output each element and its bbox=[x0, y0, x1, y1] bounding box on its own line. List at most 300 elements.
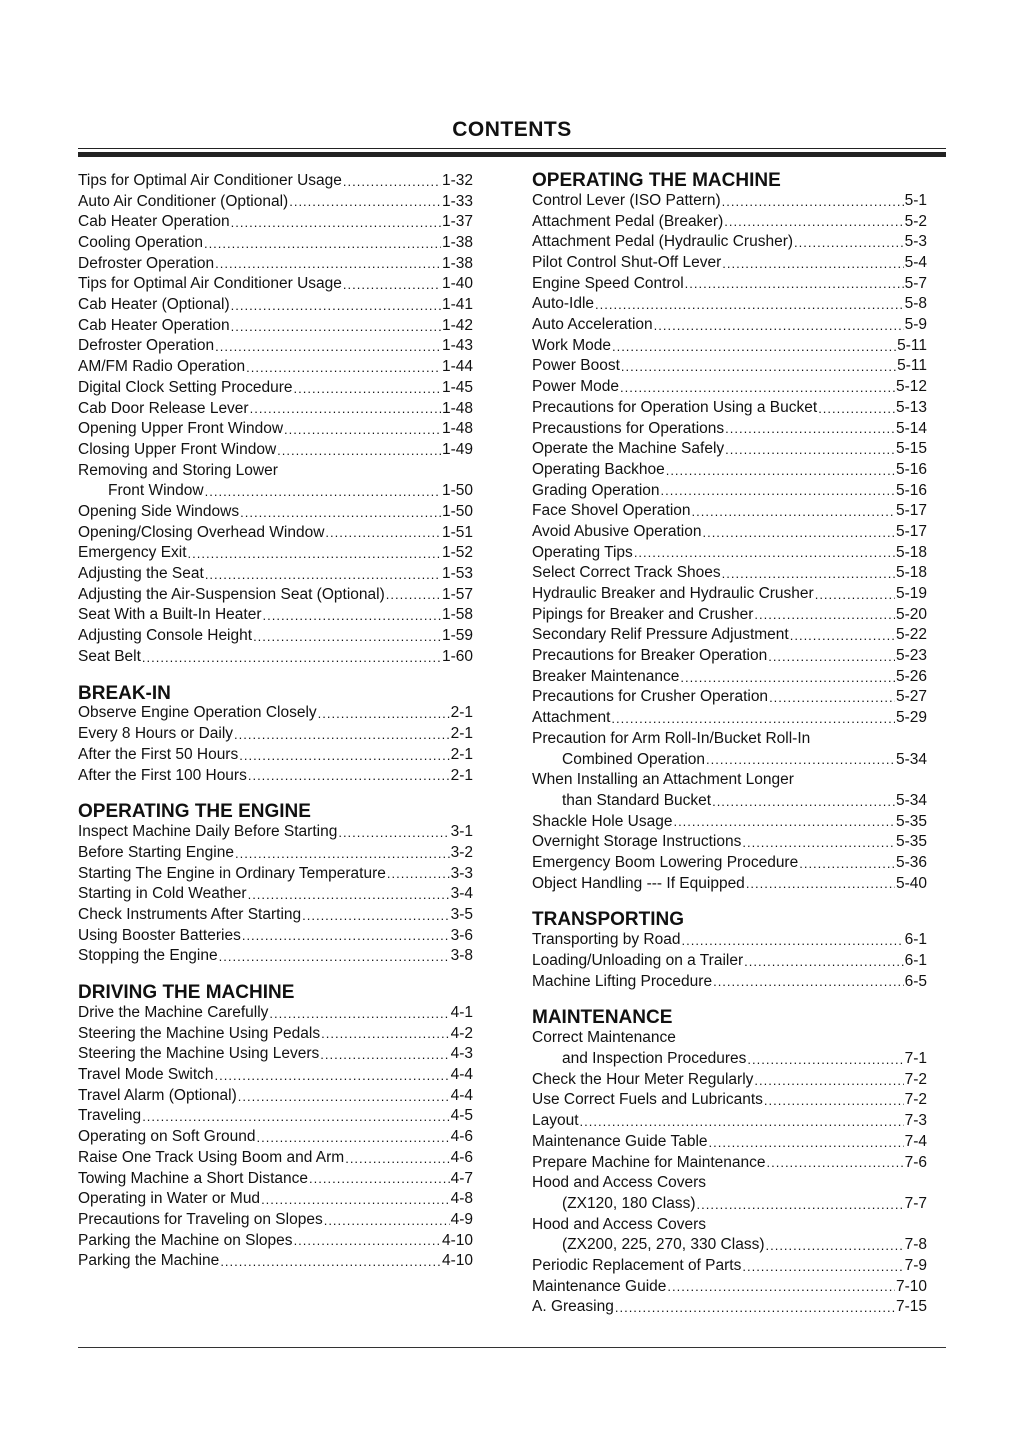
toc-entry-title: Attachment Pedal (Hydraulic Crusher) bbox=[532, 233, 794, 251]
toc-entry-title: Precautions for Crusher Operation bbox=[532, 688, 769, 706]
dot-leader bbox=[320, 1045, 449, 1065]
toc-entry-title: Emergency Boom Lowering Procedure bbox=[532, 853, 799, 871]
toc-entry[interactable] bbox=[532, 336, 927, 357]
dot-leader bbox=[747, 1050, 903, 1070]
toc-entry-title: Maintenance Guide bbox=[532, 1277, 667, 1295]
toc-entry[interactable] bbox=[532, 646, 927, 667]
dot-leader bbox=[615, 1298, 895, 1318]
toc-entry[interactable] bbox=[532, 1132, 927, 1153]
toc-page-number: 5-8 bbox=[904, 295, 927, 313]
toc-entry[interactable] bbox=[78, 626, 473, 647]
toc-page-number: 5-17 bbox=[895, 502, 927, 520]
toc-page-number: 3-5 bbox=[450, 905, 473, 923]
toc-entry-title: Work Mode bbox=[532, 336, 611, 354]
toc-entry[interactable] bbox=[532, 750, 927, 771]
toc-page-number: 4-9 bbox=[450, 1210, 473, 1228]
toc-entry[interactable] bbox=[78, 1148, 473, 1169]
dot-leader bbox=[667, 1277, 895, 1297]
dot-leader bbox=[239, 746, 449, 766]
dot-leader bbox=[742, 1257, 903, 1277]
toc-entry[interactable] bbox=[78, 1189, 473, 1210]
toc-page-number: 4-10 bbox=[441, 1231, 473, 1249]
toc-page-number: 5-4 bbox=[904, 254, 927, 272]
toc-entry[interactable] bbox=[78, 502, 473, 523]
toc-section-operating-the-engine bbox=[78, 802, 473, 967]
toc-entry-title: Pilot Control Shut-Off Lever bbox=[532, 254, 722, 272]
toc-entry-title: Emergency Exit bbox=[78, 544, 187, 562]
toc-entry-title: Operating Tips bbox=[532, 543, 633, 561]
toc-entry[interactable] bbox=[78, 543, 473, 564]
toc-entry-title: Precaution for Arm Roll-In/Bucket Roll-In bbox=[532, 729, 811, 747]
toc-entry-title: Defroster Operation bbox=[78, 337, 215, 355]
dot-leader bbox=[709, 1133, 904, 1153]
toc-page-number: 1-59 bbox=[441, 627, 473, 645]
toc-page-number: 5-16 bbox=[895, 481, 927, 499]
toc-entry[interactable] bbox=[532, 1256, 927, 1277]
footer-rule bbox=[78, 1347, 946, 1348]
toc-entry[interactable] bbox=[532, 481, 927, 502]
toc-entry[interactable] bbox=[532, 1297, 927, 1318]
dot-leader bbox=[248, 885, 450, 905]
toc-entry-title: Object Handling --- If Equipped bbox=[532, 874, 745, 892]
toc-page-number: 3-1 bbox=[450, 823, 473, 841]
toc-entry[interactable] bbox=[532, 1194, 927, 1215]
toc-entry-title: Closing Upper Front Window bbox=[78, 440, 277, 458]
toc-entry[interactable] bbox=[78, 440, 473, 461]
toc-entry[interactable] bbox=[532, 874, 927, 895]
dot-leader bbox=[706, 750, 895, 770]
toc-page-number: 5-29 bbox=[895, 709, 927, 727]
toc-entry-title: Cooling Operation bbox=[78, 234, 203, 252]
section-heading: OPERATING THE ENGINE bbox=[78, 801, 311, 823]
dot-leader bbox=[769, 688, 895, 708]
dot-leader bbox=[681, 931, 903, 951]
dot-leader bbox=[654, 316, 904, 336]
toc-entry[interactable] bbox=[532, 232, 927, 253]
toc-page-number: 1-37 bbox=[441, 213, 473, 231]
toc-entry[interactable] bbox=[532, 708, 927, 729]
toc-entry-title: Travel Mode Switch bbox=[78, 1066, 214, 1084]
toc-entry[interactable] bbox=[78, 254, 473, 275]
toc-entry[interactable] bbox=[78, 1231, 473, 1252]
toc-entry-title: A. Greasing bbox=[532, 1298, 614, 1316]
toc-entry-title: When Installing an Attachment Longer bbox=[532, 771, 794, 789]
toc-entry-title: Breaker Maintenance bbox=[532, 667, 680, 685]
toc-entry-title: Operating in Water or Mud bbox=[78, 1190, 261, 1208]
toc-entry[interactable] bbox=[78, 481, 473, 502]
dot-leader bbox=[742, 833, 895, 853]
toc-entry[interactable] bbox=[532, 543, 927, 564]
toc-page-number: 5-19 bbox=[895, 585, 927, 603]
toc-entry-title: Precaustions for Operations bbox=[532, 419, 725, 437]
toc-entry[interactable] bbox=[532, 439, 927, 460]
toc-entry[interactable] bbox=[78, 822, 473, 843]
toc-entry[interactable] bbox=[532, 212, 927, 233]
toc-entry[interactable] bbox=[78, 295, 473, 316]
dot-leader bbox=[205, 482, 441, 502]
dot-leader bbox=[205, 565, 441, 585]
toc-entry-title: Inspect Machine Daily Before Starting bbox=[78, 823, 338, 841]
toc-entry-title: Opening Side Windows bbox=[78, 502, 240, 520]
dot-leader bbox=[799, 854, 895, 874]
dot-leader bbox=[269, 1004, 449, 1024]
toc-entry[interactable] bbox=[532, 419, 927, 440]
toc-entry[interactable] bbox=[532, 832, 927, 853]
toc-entry-title: Combined Operation bbox=[562, 750, 706, 768]
toc-page-number: 7-3 bbox=[904, 1112, 927, 1130]
toc-entry[interactable] bbox=[532, 191, 927, 212]
dot-leader bbox=[142, 648, 441, 668]
toc-entry[interactable] bbox=[78, 1086, 473, 1107]
toc-entry[interactable] bbox=[532, 1235, 927, 1256]
dot-leader bbox=[744, 952, 903, 972]
toc-entry-title: than Standard Bucket bbox=[562, 791, 712, 809]
toc-page-number: 4-6 bbox=[450, 1128, 473, 1146]
toc-entry-title: Adjusting the Air-Suspension Seat (Optional) bbox=[78, 585, 385, 603]
toc-page-number: 5-20 bbox=[895, 605, 927, 623]
toc-entry-title: Raise One Track Using Boom and Arm bbox=[78, 1148, 345, 1166]
toc-entry[interactable] bbox=[78, 1044, 473, 1065]
dot-leader bbox=[818, 399, 895, 419]
toc-page-number: 4-2 bbox=[450, 1024, 473, 1042]
toc-entry[interactable] bbox=[78, 704, 473, 725]
dot-leader bbox=[666, 461, 895, 481]
toc-entry-title: Select Correct Track Shoes bbox=[532, 564, 721, 582]
toc-entry-title: and Inspection Procedures bbox=[562, 1050, 747, 1068]
toc-page-number: 1-53 bbox=[441, 565, 473, 583]
toc-entry-title: Adjusting Console Height bbox=[78, 627, 253, 645]
toc-entry[interactable] bbox=[532, 522, 927, 543]
toc-page-number: 5-15 bbox=[895, 440, 927, 458]
toc-entry[interactable] bbox=[78, 399, 473, 420]
toc-entry-title: Tips for Optimal Air Conditioner Usage bbox=[78, 171, 342, 189]
toc-entry[interactable] bbox=[532, 460, 927, 481]
toc-entry[interactable] bbox=[532, 853, 927, 874]
dot-leader bbox=[722, 192, 904, 212]
dot-leader bbox=[722, 564, 895, 584]
toc-page-number: 5-12 bbox=[895, 378, 927, 396]
toc-entry-title: Digital Clock Setting Procedure bbox=[78, 378, 293, 396]
dot-leader bbox=[580, 1112, 904, 1132]
toc-entry[interactable] bbox=[78, 1065, 473, 1086]
toc-entry-title: Check Instruments After Starting bbox=[78, 905, 302, 923]
toc-entry[interactable] bbox=[78, 843, 473, 864]
dot-leader bbox=[238, 1087, 450, 1107]
toc-entry[interactable] bbox=[532, 315, 927, 336]
toc-entry[interactable] bbox=[78, 647, 473, 668]
dot-leader bbox=[794, 233, 904, 253]
toc-entry-title: Cab Heater Operation bbox=[78, 213, 230, 231]
toc-entry-title: Traveling bbox=[78, 1107, 142, 1125]
toc-section-maintenance bbox=[532, 1008, 927, 1318]
toc-entry-title: Check the Hour Meter Regularly bbox=[532, 1070, 754, 1088]
toc-entry-title: Shackle Hole Usage bbox=[532, 812, 673, 830]
dot-leader bbox=[215, 254, 441, 274]
toc-page-number: 5-7 bbox=[904, 274, 927, 292]
toc-entry[interactable] bbox=[532, 1277, 927, 1298]
toc-entry[interactable] bbox=[532, 1153, 927, 1174]
toc-page-number: 1-38 bbox=[441, 254, 473, 272]
dot-leader bbox=[263, 606, 441, 626]
toc-entry[interactable] bbox=[532, 501, 927, 522]
dot-leader bbox=[309, 1169, 450, 1189]
dot-leader bbox=[697, 1195, 904, 1215]
dot-leader bbox=[767, 1153, 904, 1173]
dot-leader bbox=[338, 823, 449, 843]
contents-left-column bbox=[78, 171, 473, 1288]
dot-leader bbox=[142, 1107, 449, 1127]
toc-entry[interactable] bbox=[532, 1091, 927, 1112]
dot-leader bbox=[343, 275, 441, 295]
toc-page-number: 1-57 bbox=[441, 585, 473, 603]
toc-entry-title: Attachment Pedal (Breaker) bbox=[532, 212, 724, 230]
toc-page-number: 7-7 bbox=[904, 1194, 927, 1212]
dot-leader bbox=[324, 1211, 450, 1231]
dot-leader bbox=[302, 906, 449, 926]
toc-page-number: 6-1 bbox=[904, 952, 927, 970]
toc-page-number: 4-4 bbox=[450, 1066, 473, 1084]
toc-entry[interactable] bbox=[532, 951, 927, 972]
toc-entry-title: Steering the Machine Using Levers bbox=[78, 1045, 320, 1063]
toc-entry-title: Correct Maintenance bbox=[532, 1029, 676, 1047]
toc-page-number: 1-43 bbox=[441, 337, 473, 355]
toc-entry-title: Before Starting Engine bbox=[78, 843, 234, 861]
dot-leader bbox=[595, 295, 904, 315]
dot-leader bbox=[253, 627, 441, 647]
toc-entry[interactable] bbox=[78, 233, 473, 254]
dot-leader bbox=[620, 378, 895, 398]
toc-entry-title: Tips for Optimal Air Conditioner Usage bbox=[78, 275, 342, 293]
toc-entry[interactable] bbox=[78, 1169, 473, 1190]
toc-page-number: 5-11 bbox=[897, 336, 927, 354]
toc-entry[interactable] bbox=[532, 377, 927, 398]
toc-entry[interactable] bbox=[532, 584, 927, 605]
toc-entry[interactable] bbox=[78, 1251, 473, 1272]
toc-entry-title: Removing and Storing Lower bbox=[78, 461, 278, 479]
dot-leader bbox=[257, 1128, 450, 1148]
toc-entry-title: Layout bbox=[532, 1112, 579, 1130]
toc-entry[interactable] bbox=[78, 419, 473, 440]
toc-entry-title: (ZX200, 225, 270, 330 Class) bbox=[562, 1236, 765, 1254]
toc-page-number: 4-6 bbox=[450, 1148, 473, 1166]
dot-leader bbox=[815, 585, 895, 605]
toc-entry[interactable] bbox=[78, 766, 473, 787]
toc-entry[interactable] bbox=[78, 724, 473, 745]
contents-right-column bbox=[532, 171, 927, 1334]
toc-entry[interactable] bbox=[532, 688, 927, 709]
toc-entry-title: Towing Machine a Short Distance bbox=[78, 1169, 309, 1187]
toc-entry-title: Use Correct Fuels and Lubricants bbox=[532, 1091, 763, 1109]
toc-page-number: 5-35 bbox=[895, 812, 927, 830]
toc-entry-title: Maintenance Guide Table bbox=[532, 1132, 708, 1150]
toc-entry[interactable] bbox=[78, 1107, 473, 1128]
toc-entry-title: Face Shovel Operation bbox=[532, 502, 691, 520]
toc-entry[interactable] bbox=[78, 171, 473, 192]
toc-entry-title: Starting The Engine in Ordinary Temperature bbox=[78, 864, 386, 882]
toc-entry[interactable] bbox=[532, 1070, 927, 1091]
toc-entry[interactable] bbox=[532, 791, 927, 812]
toc-page-number: 5-9 bbox=[904, 316, 927, 334]
toc-section-driving-the-machine bbox=[78, 983, 473, 1272]
toc-page-number: 1-42 bbox=[441, 316, 473, 334]
section-heading: BREAK-IN bbox=[78, 682, 171, 704]
toc-entry[interactable] bbox=[78, 926, 473, 947]
toc-entry-title: Prepare Machine for Maintenance bbox=[532, 1153, 766, 1171]
dot-leader bbox=[321, 1024, 449, 1044]
dot-leader bbox=[680, 668, 895, 688]
toc-entry-title: Starting in Cold Weather bbox=[78, 885, 247, 903]
toc-entry-title: Cab Door Release Lever bbox=[78, 399, 249, 417]
dot-leader bbox=[612, 337, 896, 357]
toc-entry-title: Hood and Access Covers bbox=[532, 1174, 707, 1192]
toc-entry[interactable] bbox=[78, 357, 473, 378]
toc-page-number: 6-5 bbox=[904, 972, 927, 990]
toc-entry[interactable] bbox=[78, 337, 473, 358]
dot-leader bbox=[724, 212, 903, 232]
dot-leader bbox=[219, 947, 450, 967]
toc-entry-title: Auto Air Conditioner (Optional) bbox=[78, 192, 289, 210]
dot-leader bbox=[725, 419, 895, 439]
toc-entry-title: Hydraulic Breaker and Hydraulic Crusher bbox=[532, 585, 814, 603]
toc-entry-title: Every 8 Hours or Daily bbox=[78, 725, 234, 743]
toc-entry[interactable] bbox=[78, 1127, 473, 1148]
toc-entry[interactable] bbox=[532, 625, 927, 646]
toc-page-number: 4-5 bbox=[450, 1107, 473, 1125]
toc-page-number: 5-16 bbox=[895, 460, 927, 478]
toc-entry[interactable] bbox=[78, 274, 473, 295]
dot-leader bbox=[387, 864, 450, 884]
section-heading: OPERATING THE MACHINE bbox=[532, 170, 781, 191]
toc-page-number: 7-4 bbox=[904, 1132, 927, 1150]
toc-page-number: 5-3 bbox=[904, 233, 927, 251]
toc-page-number: 1-44 bbox=[441, 358, 473, 376]
toc-entry[interactable] bbox=[532, 563, 927, 584]
toc-page-number: 5-17 bbox=[895, 522, 927, 540]
toc-entry-title: Cab Heater Operation bbox=[78, 316, 230, 334]
dot-leader bbox=[386, 585, 441, 605]
toc-page-number: 6-1 bbox=[904, 931, 927, 949]
header-rule-thick bbox=[78, 152, 946, 157]
toc-entry[interactable] bbox=[532, 930, 927, 951]
dot-leader bbox=[790, 626, 895, 646]
toc-entry-title: Drive the Machine Carefully bbox=[78, 1004, 269, 1022]
dot-leader bbox=[661, 481, 895, 501]
toc-entry[interactable] bbox=[532, 605, 927, 626]
toc-entry[interactable] bbox=[532, 253, 927, 274]
toc-entry[interactable] bbox=[532, 1111, 927, 1132]
toc-page-number: 4-8 bbox=[450, 1190, 473, 1208]
dot-leader bbox=[713, 972, 904, 992]
toc-page-number: 5-36 bbox=[895, 853, 927, 871]
toc-page-number: 1-32 bbox=[441, 171, 473, 189]
toc-entry[interactable] bbox=[78, 564, 473, 585]
toc-entry-title: Precautions for Operation Using a Bucket bbox=[532, 398, 818, 416]
dot-leader bbox=[673, 812, 895, 832]
section-heading: MAINTENANCE bbox=[532, 1007, 673, 1029]
toc-entry[interactable] bbox=[78, 585, 473, 606]
dot-leader bbox=[248, 766, 450, 786]
toc-entry-title: Cab Heater (Optional) bbox=[78, 296, 230, 314]
toc-page-number: 5-40 bbox=[895, 874, 927, 892]
toc-entry[interactable] bbox=[532, 812, 927, 833]
toc-entry[interactable] bbox=[78, 946, 473, 967]
toc-section-break-in bbox=[78, 684, 473, 787]
toc-page-number: 5-26 bbox=[895, 667, 927, 685]
dot-leader bbox=[250, 399, 441, 419]
toc-page-number: 1-45 bbox=[441, 378, 473, 396]
toc-entry[interactable] bbox=[532, 667, 927, 688]
dot-leader bbox=[318, 704, 450, 724]
toc-page-number: 7-1 bbox=[904, 1050, 927, 1068]
toc-entry-title: Using Booster Batteries bbox=[78, 926, 241, 944]
toc-page-number: 5-23 bbox=[895, 647, 927, 665]
toc-entry[interactable] bbox=[78, 605, 473, 626]
toc-page-number: 1-38 bbox=[441, 234, 473, 252]
toc-entry[interactable] bbox=[532, 972, 927, 993]
toc-entry[interactable] bbox=[78, 864, 473, 885]
toc-page-number: 4-4 bbox=[450, 1086, 473, 1104]
toc-page-number: 7-6 bbox=[904, 1153, 927, 1171]
toc-entry[interactable] bbox=[78, 1003, 473, 1024]
toc-page-number: 1-41 bbox=[441, 296, 473, 314]
toc-page-number: 5-2 bbox=[904, 212, 927, 230]
toc-entry-title: Observe Engine Operation Closely bbox=[78, 704, 317, 722]
toc-page-number: 1-60 bbox=[441, 647, 473, 665]
toc-entry[interactable] bbox=[78, 1210, 473, 1231]
toc-entry-title: Parking the Machine bbox=[78, 1252, 220, 1270]
toc-page-number: 5-22 bbox=[895, 626, 927, 644]
toc-entry[interactable] bbox=[78, 378, 473, 399]
dot-leader bbox=[215, 337, 441, 357]
toc-page-number: 2-1 bbox=[450, 766, 473, 784]
toc-entry[interactable] bbox=[78, 192, 473, 213]
toc-page-number: 1-58 bbox=[441, 606, 473, 624]
toc-entry[interactable] bbox=[532, 294, 927, 315]
toc-entry[interactable] bbox=[78, 905, 473, 926]
dot-leader bbox=[294, 1231, 441, 1251]
toc-entry-title: Transporting by Road bbox=[532, 931, 681, 949]
toc-entry[interactable] bbox=[78, 884, 473, 905]
toc-entry[interactable] bbox=[532, 357, 927, 378]
toc-entry[interactable] bbox=[78, 1024, 473, 1045]
toc-entry[interactable] bbox=[78, 212, 473, 233]
toc-page-number: 5-18 bbox=[895, 564, 927, 582]
toc-entry[interactable] bbox=[532, 1049, 927, 1070]
toc-entry-title: Front Window bbox=[108, 482, 204, 500]
toc-page-number: 3-6 bbox=[450, 926, 473, 944]
dot-leader bbox=[231, 213, 441, 233]
toc-page-number: 5-35 bbox=[895, 833, 927, 851]
toc-entry-title: Auto-Idle bbox=[532, 295, 595, 313]
dot-leader bbox=[289, 192, 441, 212]
dot-leader bbox=[685, 274, 904, 294]
header-rule-thin bbox=[78, 148, 946, 149]
toc-entry[interactable] bbox=[532, 398, 927, 419]
toc-entry[interactable] bbox=[78, 523, 473, 544]
toc-entry-title: Opening Upper Front Window bbox=[78, 420, 284, 438]
toc-page-number: 1-48 bbox=[441, 420, 473, 438]
toc-page-number: 3-3 bbox=[450, 864, 473, 882]
toc-entry[interactable] bbox=[78, 316, 473, 337]
toc-entry[interactable] bbox=[532, 274, 927, 295]
dot-leader bbox=[204, 234, 441, 254]
toc-section-transporting bbox=[532, 910, 927, 992]
toc-page-number: 2-1 bbox=[450, 745, 473, 763]
toc-entry-title: Operating Backhoe bbox=[532, 460, 665, 478]
toc-entry[interactable] bbox=[78, 745, 473, 766]
toc-entry-title: AM/FM Radio Operation bbox=[78, 358, 246, 376]
toc-entry-title: After the First 50 Hours bbox=[78, 745, 239, 763]
